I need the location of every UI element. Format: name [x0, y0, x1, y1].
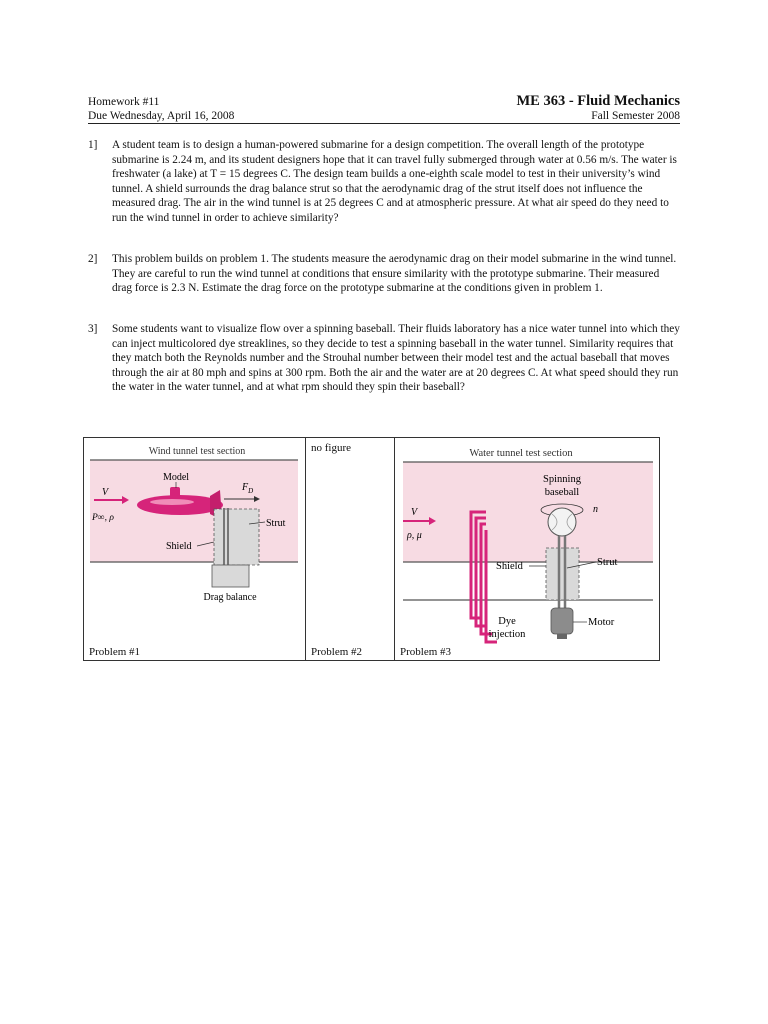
caption-problem-3: Problem #3	[400, 646, 452, 658]
course-title: ME 363 - Fluid Mechanics	[516, 93, 680, 109]
due-date: Due Wednesday, April 16, 2008	[88, 110, 235, 122]
dye-label: Dye	[498, 616, 516, 627]
problem-3	[88, 322, 680, 395]
problem-text: A student team is to design a human-powered submarine for a design competition. The overall length of the prototype submarine is 2.24 m, and its student designers hope that it can travel fully submerged through water at 0.56 m/s. The water is freshwater (a lake) at T = 15 degrees C. The design team builds a one-eighth scale model to test in their university’s wind tunnel. A shield surrounds the drag balance strut so that the aerodynamic drag of the strut itself does not influence the measured drag. The air in the wind tunnel is at 25 degrees C and at atmospheric pressure. At what air speed do they need to run the wind tunnel in order to achieve similarity?	[112, 139, 677, 224]
problem-2	[88, 252, 680, 296]
drag-balance	[212, 565, 249, 587]
no-figure-note: no figure	[311, 442, 352, 454]
baseball	[548, 508, 576, 536]
wind-tunnel-figure	[84, 438, 305, 660]
figure-panel	[83, 437, 660, 661]
shield	[546, 548, 579, 600]
baseball-label: baseball	[544, 487, 580, 498]
caption-problem-1: Problem #1	[89, 646, 141, 658]
velocity-label: V	[411, 507, 418, 518]
strut-label: Strut	[266, 518, 286, 529]
model-label: Model	[162, 472, 190, 483]
shield-label: Shield	[166, 541, 192, 552]
motor	[551, 608, 573, 634]
water-tunnel-figure	[395, 438, 659, 660]
caption-problem-2: Problem #2	[311, 646, 363, 658]
flow-region	[403, 462, 653, 562]
strut-label: Strut	[597, 557, 618, 568]
motor-label: Motor	[588, 617, 615, 628]
velocity-label: V	[102, 487, 109, 498]
figure-divider	[305, 438, 306, 660]
water-tunnel-title: Water tunnel test section	[469, 448, 573, 459]
motor-shaft	[557, 634, 567, 639]
problem-1	[88, 138, 680, 226]
problem-number: 1]	[88, 139, 98, 151]
drag-force-label: $F_D$	[242, 482, 254, 495]
shield	[214, 509, 259, 565]
pressure-density-label: P∞, ρ	[92, 513, 114, 523]
problem-text: This problem builds on problem 1. The students measure the aerodynamic drag on their model submarine in the wind tunnel. They are careful to run the wind tunnel at conditions that ensure similarity with the prototype submarine. Their measured drag force is 2.3 N. Estimate the drag force on the prototype submarine at the conditions given in problem 1.	[112, 253, 677, 295]
wind-tunnel-title: Wind tunnel test section	[148, 446, 246, 457]
drag-balance-label: Drag balance	[203, 592, 257, 603]
shield-label: Shield	[496, 561, 523, 572]
spinning-label: Spinning	[543, 474, 581, 485]
homework-number: Homework #11	[88, 96, 160, 108]
problem-number: 2]	[88, 253, 98, 265]
injection-label: injection	[488, 629, 526, 640]
spin-axis-label: n	[593, 504, 598, 515]
semester: Fall Semester 2008	[591, 110, 680, 122]
submarine-highlight	[150, 499, 194, 505]
density-viscosity-label: ρ, μ	[407, 530, 422, 541]
problem-text: Some students want to visualize flow over a spinning baseball. Their fluids laboratory has a nice water tunnel into which they can inject multicolored dye streaklines, so they decide to test a spinning baseball in the water tunnel. Similarity requires that they match both the Reynolds number and the Strouhal number between their model test and the actual baseball that moves through the air at 80 mph and spins at 300 rpm. Both the air and the water are at 20 degrees C. At what speed should they run the water in the water tunnel, and at what rpm should they spin their baseball?	[112, 323, 680, 394]
problem-number: 3]	[88, 323, 98, 335]
header-rule	[88, 123, 680, 124]
